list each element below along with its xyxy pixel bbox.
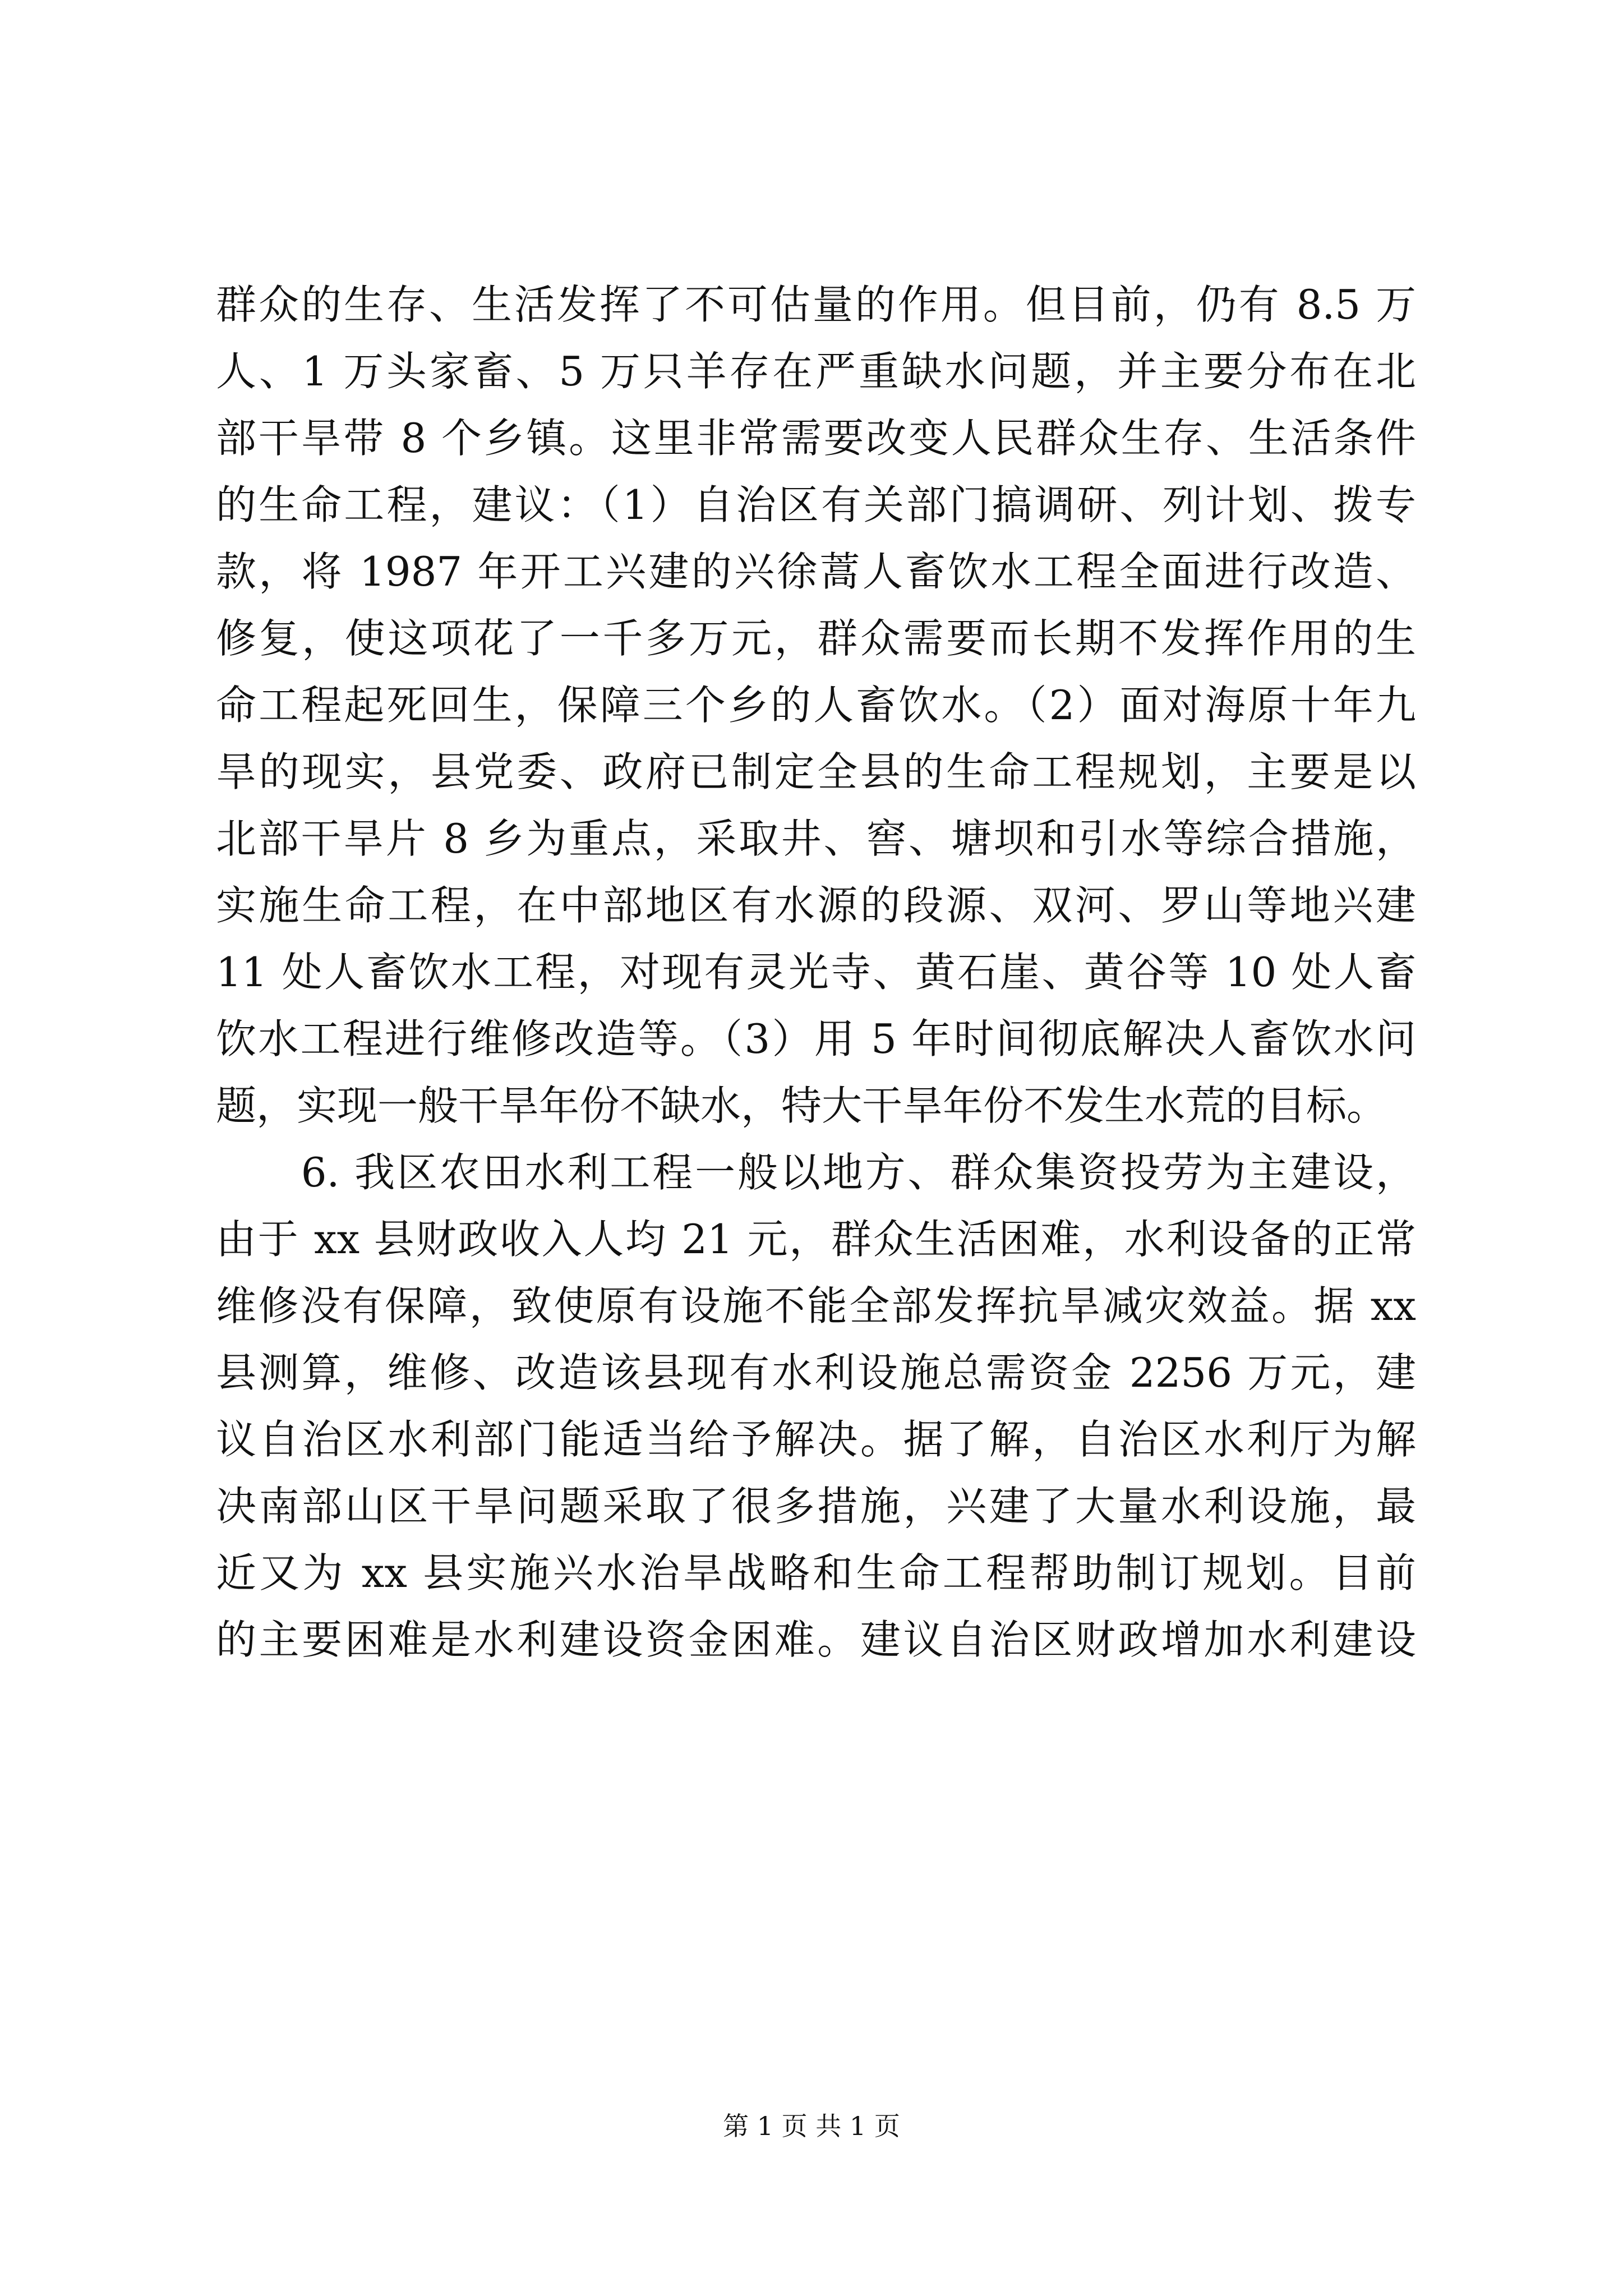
text-line: 北部干旱片 8 乡为重点，采取井、窖、塘坝和引水等综合措施， bbox=[216, 815, 1416, 862]
text-line: 县测算，维修、改造该县现有水利设施总需资金 2256 万元，建 bbox=[216, 1349, 1416, 1396]
text-line: 11 处人畜饮水工程，对现有灵光寺、黄石崖、黄谷等 10 处人畜 bbox=[216, 949, 1416, 996]
text-line: 群众的生存、生活发挥了不可估量的作用。但目前，仍有 8.5 万 bbox=[216, 281, 1416, 328]
text-line: 近又为 xx 县实施兴水治旱战略和生命工程帮助制订规划。目前 bbox=[216, 1549, 1416, 1596]
paragraph-first-line: 6. 我区农田水利工程一般以地方、群众集资投劳为主建设， bbox=[216, 1149, 1416, 1196]
body-text bbox=[216, 272, 1416, 1673]
text-line: 由于 xx 县财政收入人均 21 元，群众生活困难，水利设备的正常 bbox=[216, 1216, 1416, 1263]
text-line: 部干旱带 8 个乡镇。这里非常需要改变人民群众生存、生活条件 bbox=[216, 415, 1416, 462]
text-line: 议自治区水利部门能适当给予解决。据了解，自治区水利厅为解 bbox=[216, 1416, 1416, 1463]
text-line: 维修没有保障，致使原有设施不能全部发挥抗旱减灾效益。据 xx bbox=[216, 1282, 1416, 1329]
page-number-footer: 第 1 页 共 1 页 bbox=[723, 2111, 900, 2141]
text-line: 款，将 1987 年开工兴建的兴徐蒿人畜饮水工程全面进行改造、 bbox=[216, 548, 1416, 595]
text-line: 修复，使这项花了一千多万元，群众需要而长期不发挥作用的生 bbox=[216, 615, 1416, 662]
text-line: 决南部山区干旱问题采取了很多措施，兴建了大量水利设施，最 bbox=[216, 1483, 1416, 1530]
text-line: 饮水工程进行维修改造等。（3）用 5 年时间彻底解决人畜饮水问 bbox=[216, 1015, 1416, 1062]
text-line: 的主要困难是水利建设资金困难。建议自治区财政增加水利建设 bbox=[216, 1616, 1416, 1663]
text-line: 人、1 万头家畜、5 万只羊存在严重缺水问题，并主要分布在北 bbox=[216, 348, 1416, 395]
text-line: 旱的现实，县党委、政府已制定全县的生命工程规划，主要是以 bbox=[216, 748, 1416, 795]
text-line: 实施生命工程，在中部地区有水源的段源、双河、罗山等地兴建 bbox=[216, 882, 1416, 929]
text-line: 命工程起死回生，保障三个乡的人畜饮水。（2）面对海原十年九 bbox=[216, 682, 1416, 729]
paragraph-end-line: 题，实现一般干旱年份不缺水，特大干旱年份不发生水荒的目标。 bbox=[216, 1082, 1387, 1129]
text-line: 的生命工程，建议：（1）自治区有关部门搞调研、列计划、拨专 bbox=[216, 481, 1416, 528]
